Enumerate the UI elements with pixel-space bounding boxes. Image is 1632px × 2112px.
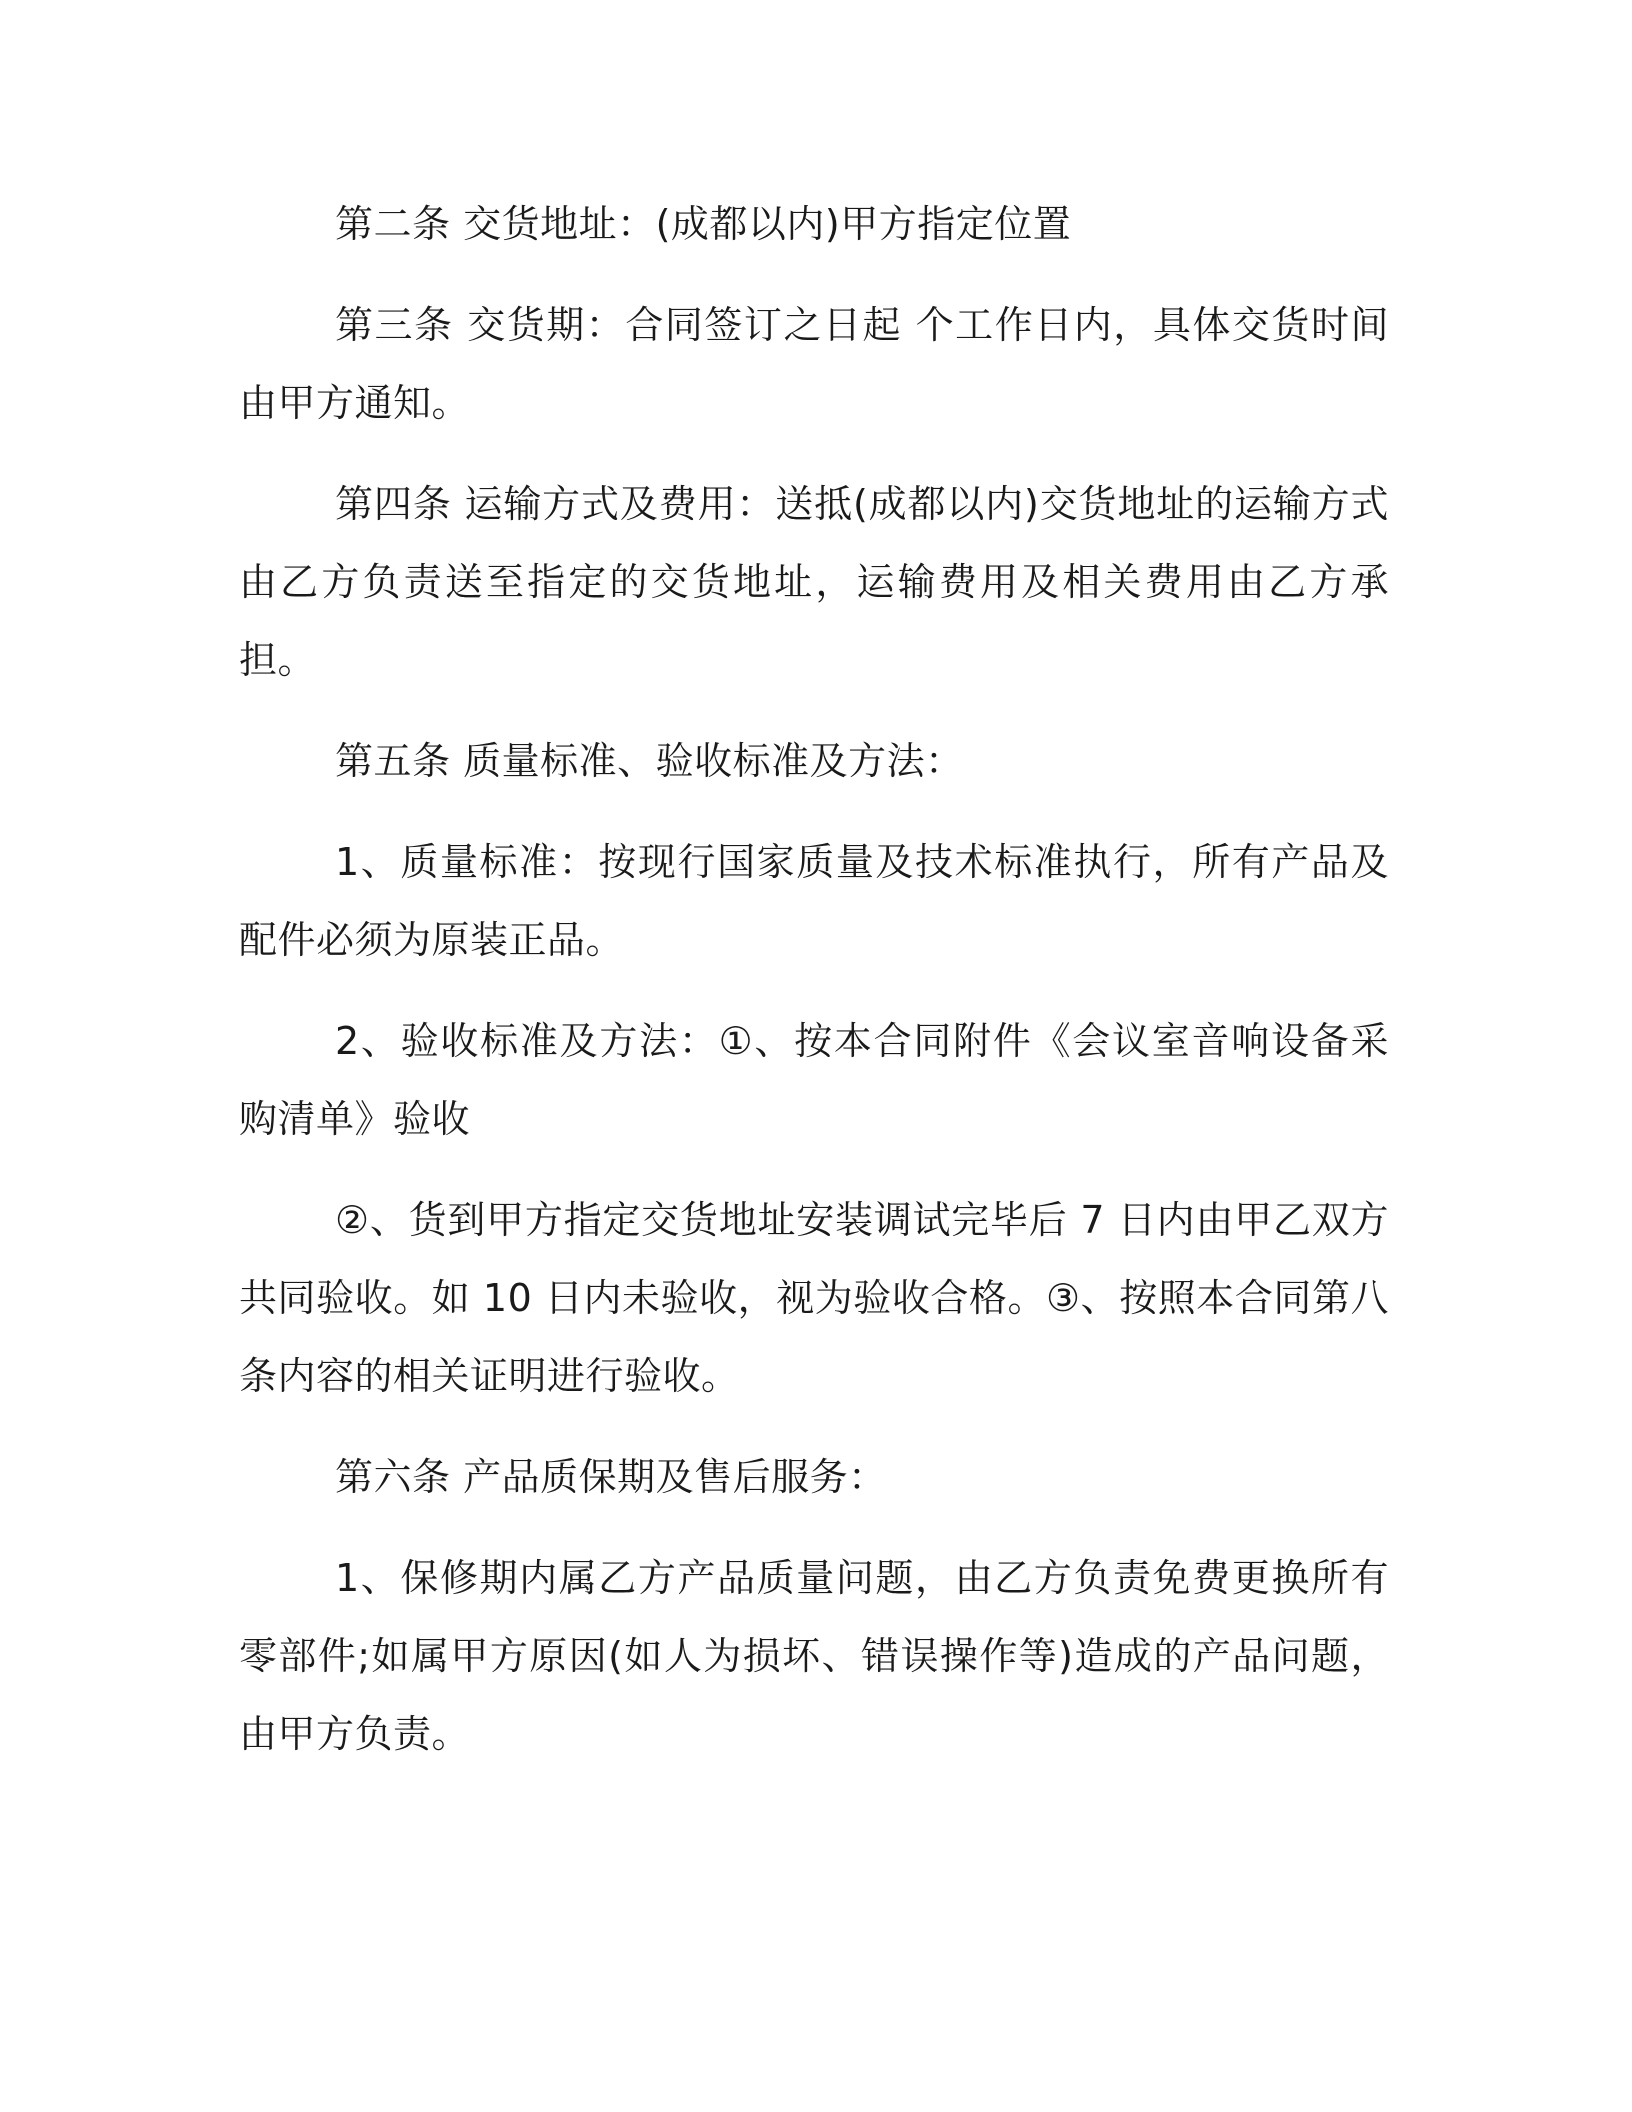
article-5-item-2-continued: ②、货到甲方指定交货地址安装调试完毕后 7 日内由甲乙双方共同验收。如 10 日内未验收，视为验收合格。③、按照本合同第八条内容的相关证明进行验收。	[239, 1198, 1389, 1398]
document-body	[239, 185, 1389, 1796]
article-5-heading: 第五条 质量标准、验收标准及方法：	[335, 739, 964, 783]
article-3-delivery-period: 第三条 交货期：合同签订之日起 个工作日内，具体交货时间由甲方通知。	[239, 303, 1389, 425]
article-5-item-2: 2、验收标准及方法：①、按本合同附件《会议室音响设备采购清单》验收	[239, 1019, 1389, 1141]
article-6-heading: 第六条 产品质保期及售后服务：	[335, 1455, 887, 1499]
article-5-item-1: 1、质量标准：按现行国家质量及技术标准执行，所有产品及配件必须为原装正品。	[239, 840, 1389, 962]
article-4-transport-and-fees: 第四条 运输方式及费用：送抵(成都以内)交货地址的运输方式由乙方负责送至指定的交货地址，运输费用及相关费用由乙方承担。	[239, 482, 1389, 682]
article-2-delivery-address: 第二条 交货地址：(成都以内)甲方指定位置	[335, 202, 1072, 246]
article-6-item-1: 1、保修期内属乙方产品质量问题，由乙方负责免费更换所有零部件;如属甲方原因(如人为损坏、错误操作等)造成的产品问题，由甲方负责。	[239, 1556, 1389, 1756]
